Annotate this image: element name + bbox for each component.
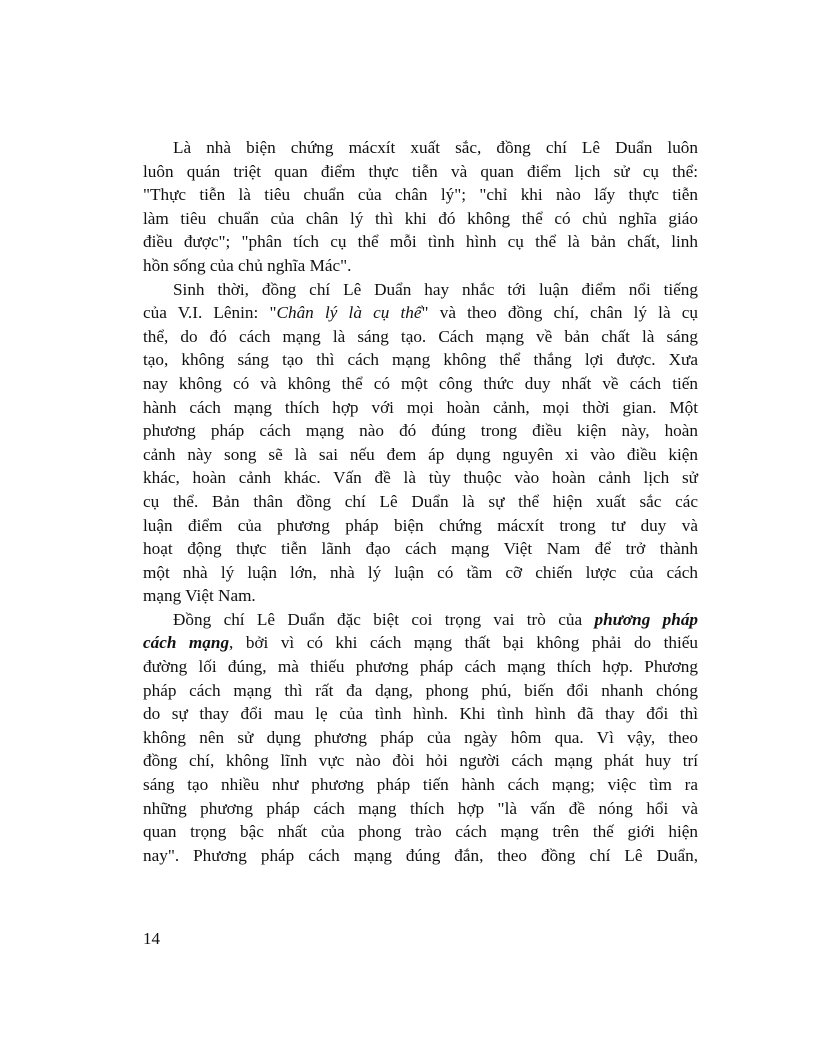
text-line (143, 679, 698, 703)
text-line (143, 136, 698, 160)
text-line (143, 396, 698, 420)
text-line (143, 466, 698, 490)
body-text (143, 136, 698, 867)
text-segment: nay không có và không thể có một công thức duy nhất về cách tiến (143, 373, 698, 393)
text-line (143, 797, 698, 821)
text-segment: đường lối đúng, mà thiếu phương pháp cách mạng thích hợp. Phương (143, 657, 698, 677)
text-segment: hành cách mạng thích hợp với mọi hoàn cảnh, mọi thời gian. Một (143, 397, 698, 417)
text-line (143, 844, 698, 868)
text-line (143, 160, 698, 184)
text-segment: Là nhà biện chứng mácxít xuất sắc, đồng chí Lê Duẩn luôn (173, 138, 698, 157)
text-line (143, 608, 698, 632)
text-line (143, 419, 698, 443)
text-segment: luôn quán triệt quan điểm thực tiễn và quan điểm lịch sử cụ thể: (143, 161, 698, 181)
text-segment: một nhà lý luận lớn, nhà lý luận có tầm cỡ chiến lược của cách (143, 562, 698, 582)
text-segment: hồn sống của chủ nghĩa Mác". (143, 255, 352, 275)
paragraph (143, 608, 698, 868)
text-line (143, 207, 698, 231)
text-line (143, 773, 698, 797)
text-line (143, 278, 698, 302)
text-line (143, 325, 698, 349)
emphasized-text: Chân lý là cụ thể (276, 303, 422, 323)
text-segment: làm tiêu chuẩn của chân lý thì khi đó không thể có chủ nghĩa giáo (143, 208, 698, 228)
text-line (143, 655, 698, 679)
text-segment: pháp cách mạng thì rất đa dạng, phong phú, biến đổi nhanh chóng (143, 680, 698, 700)
text-segment: cảnh này song sẽ là sai nếu đem áp dụng nguyên xi vào điều kiện (143, 444, 698, 464)
text-segment: do sự thay đổi mau lẹ của tình hình. Khi tình hình đã thay đổi thì (143, 704, 698, 724)
paragraph (143, 278, 698, 608)
text-segment: sáng tạo nhiều như phương pháp tiến hành cách mạng; việc tìm ra (143, 775, 698, 795)
text-segment: phương pháp cách mạng nào đó đúng trong điều kiện này, hoàn (143, 421, 698, 441)
text-line (143, 183, 698, 207)
text-line (143, 372, 698, 396)
text-line (143, 301, 698, 325)
text-line (143, 230, 698, 254)
text-segment: Sinh thời, đồng chí Lê Duẩn hay nhắc tới luận điểm nổi tiếng (173, 279, 698, 299)
emphasized-text: cách mạng (143, 633, 230, 653)
text-line (143, 443, 698, 467)
text-line (143, 584, 698, 608)
text-segment: " và theo đồng chí, chân lý là cụ (421, 303, 698, 323)
text-segment: của V.I. Lênin: " (143, 303, 277, 323)
text-line (143, 490, 698, 514)
text-line (143, 820, 698, 844)
text-segment: tạo, không sáng tạo thì cách mạng không thể thắng lợi được. Xưa (143, 350, 698, 370)
text-line (143, 514, 698, 538)
text-segment: cụ thể. Bản thân đồng chí Lê Duẩn là sự thể hiện xuất sắc các (143, 491, 698, 511)
text-segment: quan trọng bậc nhất của phong trào cách mạng trên thế giới hiện (143, 822, 698, 842)
text-segment: Đồng chí Lê Duẩn đặc biệt coi trọng vai trò của (173, 609, 595, 629)
text-segment: , bởi vì có khi cách mạng thất bại không phải do thiếu (229, 633, 699, 653)
text-line (143, 726, 698, 750)
text-segment: khác, hoàn cảnh khác. Vấn đề là tùy thuộc vào hoàn cảnh lịch sử (143, 468, 698, 488)
paragraph (143, 136, 698, 278)
text-line (143, 702, 698, 726)
text-segment: đồng chí, không lĩnh vực nào đòi hỏi người cách mạng phát huy trí (143, 751, 698, 771)
text-line (143, 348, 698, 372)
emphasized-text: phương pháp (594, 609, 699, 629)
text-line (143, 537, 698, 561)
text-segment: điều được"; "phân tích cụ thể mỗi tình hình cụ thể là bản chất, linh (143, 232, 698, 252)
text-line (143, 561, 698, 585)
text-segment: thể, do đó cách mạng là sáng tạo. Cách mạng về bản chất là sáng (143, 326, 698, 346)
text-segment: hoạt động thực tiễn lãnh đạo cách mạng Việt Nam để trở thành (143, 539, 698, 559)
text-line (143, 631, 698, 655)
text-line (143, 749, 698, 773)
text-segment: nay". Phương pháp cách mạng đúng đắn, theo đồng chí Lê Duẩn, (143, 845, 698, 865)
text-segment: mạng Việt Nam. (143, 586, 256, 606)
text-line (143, 254, 698, 278)
text-segment: luận điểm của phương pháp biện chứng mácxít trong tư duy và (143, 515, 698, 535)
text-segment: không nên sử dụng phương pháp của ngày hôm qua. Vì vậy, theo (143, 727, 698, 747)
text-segment: những phương pháp cách mạng thích hợp "là vấn đề nóng hổi và (143, 798, 698, 818)
text-segment: "Thực tiễn là tiêu chuẩn của chân lý"; "chỉ khi nào lấy thực tiễn (143, 185, 698, 205)
page-number: 14 (143, 929, 160, 948)
